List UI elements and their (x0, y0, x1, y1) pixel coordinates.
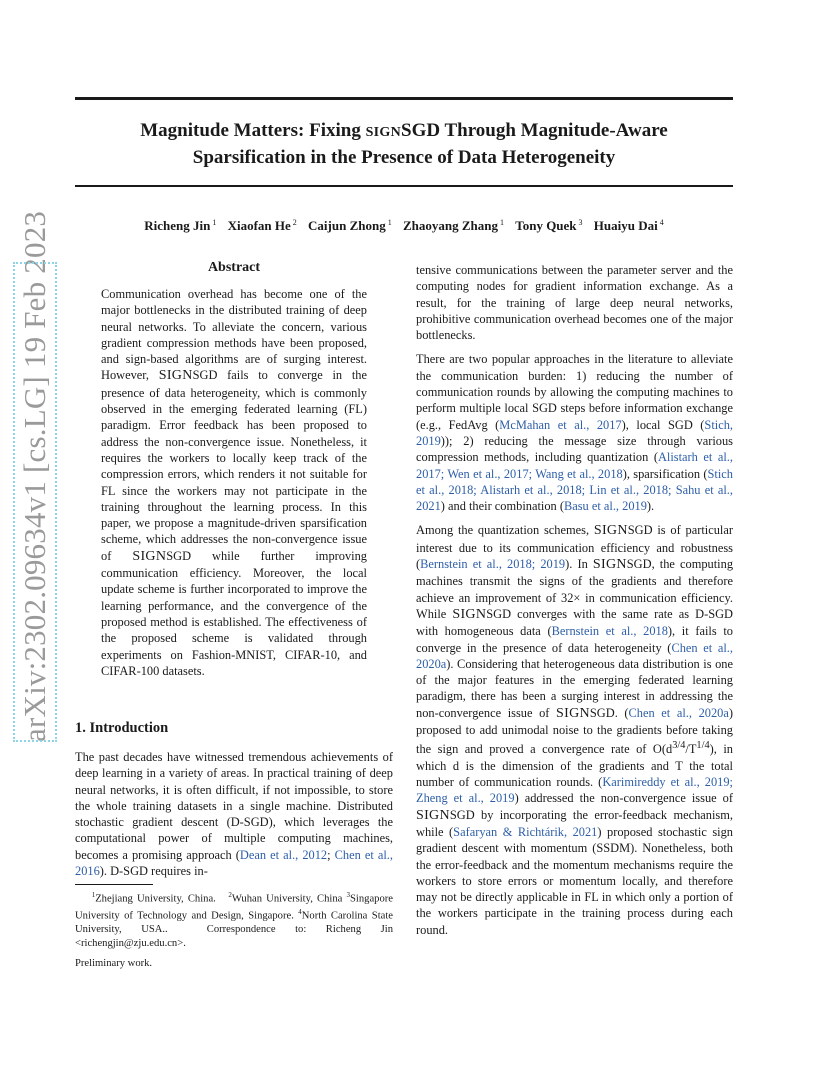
author: Tony Quek $^3$ (515, 218, 583, 234)
preliminary-note: Preliminary work. (75, 958, 153, 969)
intro-heading: 1. Introduction (75, 720, 169, 736)
citation-link[interactable]: Stich, 2019 (416, 417, 733, 448)
author: Zhaoyang Zhang $^1$ (402, 218, 504, 234)
right-column (416, 262, 733, 946)
abstract-text: Communication overhead has become one of the major bottlenecks in the distributed training of deep neural networks. To alleviate the concern, various gradient compression methods have been proposed, and sign-based algorithms are of surging interest. However, SIGNSGD fails to converge in the presence of data heterogeneity, which is commonly observed in the emerging federated learning (FL) paradigm. Error feedback has been proposed to address the non-convergence issue. Nonetheless, it requires the workers to locally keep track of the compression errors, which renders it not suitable for FL since the workers may not participate in the training throughout the learning process. In this paper, we propose a magnitude-driven sparsification scheme, which addresses the non-convergence issue of SIGNSGD while further improving communication efficiency. Moreover, the local update scheme is further incorporated to improve the learning performance, and the convergence of the proposed method is established. The effectiveness of the proposed scheme is validated through experiments on Fashion-MNIST, CIFAR-10, and CIFAR-100 datasets. (101, 287, 367, 678)
top-rule (75, 97, 733, 100)
intro-text: The past decades have witnessed tremendous achievements of deep learning in a variety of areas. In practical training of deep neural networks, it is often difficult, if not impossible, to store the whole training datasets in a single machine. Distributed stochastic gradient descent (D-SGD), which leverages the computational power of multiple computing machines, becomes a promising approach (Dean et al., 2012; Chen et al., 2016). D-SGD requires in- (75, 750, 393, 879)
author-list (75, 213, 733, 236)
arxiv-id: arXiv:2302.09634v1 [cs.LG] 19 Feb 2023 (17, 210, 52, 742)
arxiv-stamp[interactable] (13, 210, 57, 742)
title-rule (75, 185, 733, 187)
citation-link[interactable]: Alistarh et al., 2017; Wen et al., 2017; Wang et al., 2018 (416, 450, 733, 481)
author: Caijun Zhong $^1$ (308, 218, 392, 234)
citation-link[interactable]: Dean et al., 2012 (239, 847, 328, 862)
paragraph: Among the quantization schemes, SIGNSGD is of particular interest due to its communication efficiency and robustness (Bernstein et al., 2018; 2019). In SIGNSGD, the computing machines transmit the signs of the gradients and therefore achieve an improvement of 32× in communication efficiency. While SIGNSGD converges with the same rate as D-SGD with homogeneous data (Bernstein et al., 2018), it fails to converge in the presence of data heterogeneity (Chen et al., 2020a). Considering that heterogeneous data distribution is one of the major features in the emerging federated learning paradigm, there has been a surging interest in addressing the non-convergence issue of SIGNSGD. (Chen et al., 2020a) proposed to add unimodal noise to the gradients before taking the sign and proved a convergence rate of $O(d^{3/4}/T^{1/4})$, in which d is the dimension of the gradients and T the total number of communication rounds. (Karimireddy et al., 2019; Zheng et al., 2019) addressed the non-convergence issue of SIGNSGD by incorporating the error-feedback mechanism, while (Safaryan & Richtárik, 2021) proposed stochastic sign gradient descent with momentum (SSDM). Nonetheless, both the error-feedback and the momentum mechanisms require the workers to store errors or momentum locally, and therefore may not be directly applicable in FL in which only a portion of the workers participate in the training process during each round. (416, 523, 734, 937)
citation-link[interactable]: Basu et al., 2019 (563, 499, 647, 514)
citation-link[interactable]: Chen et al., 2020a (628, 705, 729, 720)
footnote-rule (75, 884, 153, 885)
citation-link[interactable]: Karimireddy et al., 2019; Zheng et al., 2019 (416, 775, 734, 806)
arxiv-stamp-border (13, 262, 57, 742)
citation-link[interactable]: Safaryan & Richtárik, 2021 (453, 824, 598, 839)
citation-link[interactable]: Stich et al., 2018; Alistarh et al., 2018; Lin et al., 2018; Sahu et al., 2021 (416, 466, 733, 514)
citation-link[interactable]: Bernstein et al., 2018; 2019 (420, 557, 566, 572)
affiliation-footnote: $^1$Zhejiang University, China. $^2$Wuhan University, China $^3$Singapore University of Technology and Design, Singapore. $^4$North Carolina State University, USA.. Correspondence to: Richeng Jin <richengjin@zju.edu.cn>. (75, 891, 393, 949)
author: Xiaofan He $^2$ (227, 218, 297, 234)
citation-link[interactable]: McMahan et al., 2017 (499, 417, 622, 432)
citation-link[interactable]: Chen et al., 2016 (75, 847, 393, 879)
citation-link[interactable]: Chen et al., 2020a (416, 640, 733, 671)
paper-title: Magnitude Matters: Fixing SIGNSGD Through Magnitude-Aware Sparsification in the Presence of Data Heterogeneity (140, 120, 668, 168)
author: Huaiyu Dai $^4$ (593, 218, 664, 234)
paragraph: There are two popular approaches in the literature to alleviate the communication burden: 1) reducing the number of communication rounds by allowing the computing machines to perform multiple local SGD steps before information exchange (e.g., FedAvg (McMahan et al., 2017), local SGD (Stich, 2019)); 2) reducing the message size through various compression methods, including quantization (Alistarh et al., 2017; Wen et al., 2017; Wang et al., 2018), sparsification (Stich et al., 2018; Alistarh et al., 2018; Lin et al., 2018; Sahu et al., 2021) and their combination (Basu et al., 2019). (416, 352, 733, 514)
author: Richeng Jin $^1$ (144, 218, 217, 234)
abstract-heading: Abstract (207, 260, 261, 275)
citation-link[interactable]: Bernstein et al., 2018 (551, 624, 668, 639)
paragraph: tensive communications between the parameter server and the computing nodes for gradient information exchange. As a result, for the training of large deep neural networks, prohibitive communication overhead becomes one of the major bottlenecks. (416, 263, 733, 343)
